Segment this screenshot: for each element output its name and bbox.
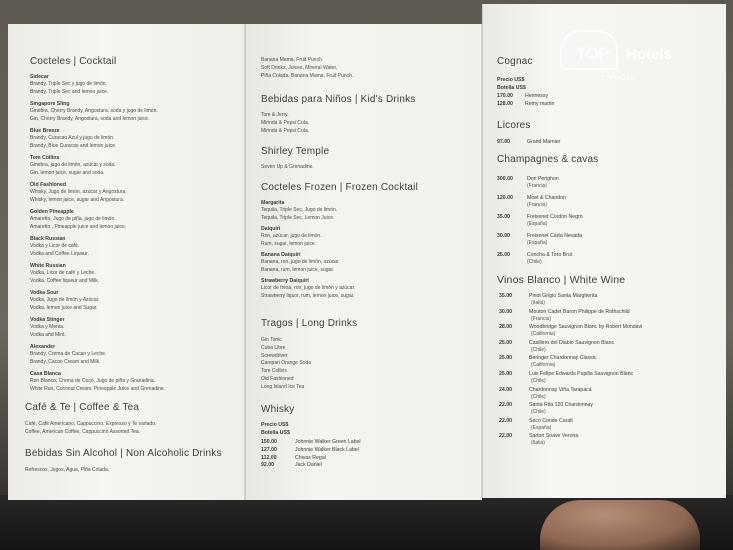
whisky-price: 127.00	[261, 446, 277, 453]
cocktail-description-line: Ginebra, Cherry Brandy, Angostura, soda y jugo de limón.	[30, 108, 158, 114]
white-wine-price: 22.00	[499, 417, 512, 424]
long-drinks-list: Gin Tonic Cuba Libre Screwdriver Campari Orange Soda Tom Collins Old Fashioned Long Island Ice Tea	[261, 337, 312, 390]
frozen-cocktail-description-line: Strawberry liquor, rum, lemon juice, sugar.	[261, 293, 355, 300]
champagne-price: 30.00	[497, 233, 510, 239]
cocktail-description-line: Vodka, lemon juice and Sugar.	[30, 305, 98, 312]
cocktail-description-line: White Run, Coconut Cream, Pineapple Juice and Grenadine.	[30, 386, 166, 393]
white-wine-name: Chardonnay Viña Tarapacá	[529, 386, 592, 393]
frozen-cocktail-description-line: Rum, sugar, lemon juice.	[261, 241, 317, 248]
whisky-name: Johnnie Walker Green Label	[295, 439, 361, 445]
champagne-name: Freixenet Cordón Negro	[527, 214, 583, 220]
watermark-sub-text: ФОТО ТУРИСТА	[600, 68, 636, 82]
champagne-price: 120.00	[497, 195, 513, 201]
whisky-price: 150.00	[261, 439, 277, 445]
champagnes-heading: Champagnes & cavas	[497, 154, 599, 165]
soft-drinks-heading: Bebidas Sin Alcohol | Non Alcoholic Drinks	[25, 448, 222, 459]
menu-fold-left	[244, 24, 246, 500]
cocktail-name: Singapore Sling	[30, 101, 70, 107]
cocktail-name: Tom Collins	[30, 155, 60, 161]
top-continued-lines: Banana Mama, Fruit Punch. Soft Drinks, Juices, Mineral Water, Piña Colada, Banana Mama, Fruit Punch.	[261, 57, 354, 79]
long-drinks-heading: Tragos | Long Drinks	[261, 318, 358, 329]
shirley-temple-heading: Shirley Temple	[261, 146, 330, 157]
cocktail-description-line: Vodka, Licor de café y Leche.	[30, 270, 96, 276]
frozen-cocktail-heading: Cocteles Frozen | Frozen Cocktail	[261, 182, 419, 193]
frozen-cocktail-description-line: Banana, ron, jugo de limón, azúcar.	[261, 259, 340, 265]
white-wine-name: Beringer Chardonnay Classic	[529, 355, 597, 362]
whisky-name: Jack Daniel	[295, 462, 322, 469]
white-wine-name: Woodbridge Sauvignon Blanc by Robert Mondavi	[529, 324, 643, 331]
licor-price: 97.00	[497, 139, 510, 145]
frozen-cocktail-description-line: Tequila, Triple Sec, Lemon Juice.	[261, 215, 335, 222]
white-wine-price: 22.00	[499, 433, 512, 440]
white-wine-origin: (España)	[531, 424, 552, 431]
white-wine-name: Luis Felipe Edwards Pupilla Sauvignon Blanc	[529, 371, 634, 377]
white-wine-origin: (California)	[531, 362, 556, 369]
cocktail-description	[30, 215, 126, 232]
white-wine-price: 28.00	[499, 324, 512, 331]
cocktail-name: Vodka Sour	[30, 290, 59, 296]
cocktail-description-line: Brandy, Triple Sec y jugo de limón.	[30, 81, 107, 87]
coffee-description: Café, Café Americano, Cappuccino, Expresso y Te variado. Coffee, American Coffee, Cappuccino Assorted Tea.	[25, 421, 157, 435]
frozen-cocktail-name: Strawberry Daiquiri	[261, 278, 309, 284]
cocktail-description-line: Gin, Cherry Brandy, Angostura, soda and lemon juice.	[30, 116, 150, 123]
frozen-cocktail-name: Banana Daiquiri	[261, 252, 301, 258]
cocktail-description-line: Vodka, Coffee liqueur and Milk.	[30, 278, 100, 285]
white-wine-price: 35.00	[499, 293, 512, 299]
cocktail-description-line: Vodka, Jugo de limón y Azúcar.	[30, 297, 100, 303]
watermark-hotels-text: Hotels	[626, 46, 672, 63]
cocktail-description-line: Vodka and Mint.	[30, 332, 66, 339]
white-wine-price: 22.00	[499, 402, 512, 409]
whisky-heading: Whisky	[261, 404, 295, 415]
cocktail-name: Blue Breeze	[30, 128, 60, 134]
frozen-cocktail-description	[261, 206, 337, 223]
white-wine-origin: (Chile)	[531, 393, 546, 400]
cocktail-name: Golden Pineapple	[30, 209, 74, 215]
cocktail-description	[30, 269, 99, 286]
white-wine-origin: (Italia)	[531, 440, 545, 447]
white-wine-name: Mouton Cadet Baron Philippe de Rothschild	[529, 308, 630, 315]
champagne-origin: (España)	[527, 221, 548, 227]
white-wine-origin: (Chile)	[531, 409, 546, 416]
cognac-name: Hennessy	[525, 93, 549, 99]
champagne-price: 300.00	[497, 176, 513, 182]
white-wine-price: 25.00	[499, 339, 512, 346]
soft-drinks-description: Refrescos, Jugos, Agua, Piña Colada.	[25, 467, 110, 473]
cocktail-description-line: Brandy, Curacao Azul y jugo de limón.	[30, 135, 115, 141]
cocktail-description	[30, 242, 89, 259]
menu-panel-middle	[245, 24, 482, 500]
frozen-cocktail-description	[261, 232, 322, 249]
frozen-cocktail-description-line: Tequila, Triple Sec, Jugo de limón.	[261, 207, 338, 213]
cognac-name: Remy martin	[525, 100, 555, 107]
frozen-cocktail-description-line: Licor de fresa, ron, jugo de limón y azúcar.	[261, 285, 356, 291]
cocktail-description-line: Vodka y Menta.	[30, 324, 65, 330]
cocktail-name: Old Fashioned	[30, 182, 67, 188]
whisky-price: 112.00	[261, 454, 277, 461]
cocktail-name: White Russian	[30, 263, 66, 269]
whisky-price: 92.00	[261, 462, 274, 469]
white-wine-name: Seco Conde Caralt	[529, 417, 573, 424]
cocktail-description	[30, 188, 127, 205]
champagne-price: 25.00	[497, 252, 510, 258]
white-wine-name: Sartori Soave Verona	[529, 433, 579, 440]
cocktails-heading: Cocteles | Cocktail	[30, 56, 117, 67]
frozen-cocktail-description-line: Ron, azúcar, jugo de limón.	[261, 233, 322, 239]
cocktail-description-line: Whisky, Jugo de limón, azúcar y Angostura.	[30, 189, 127, 195]
menu-fold-right	[481, 4, 483, 498]
whisky-price-header: Precio US$ Botella US$	[261, 422, 290, 436]
champagne-origin: (Francia)	[527, 202, 548, 208]
cocktail-description	[30, 161, 116, 178]
champagne-name: Freixenet Carta Nevada	[527, 233, 583, 239]
champagne-origin: (España)	[527, 240, 548, 246]
cocktail-description-line: Vodka y Licor de café.	[30, 243, 80, 249]
cocktail-name: Black Russian	[30, 236, 66, 242]
cocktail-description-line: Brandy, Triple Sec and lemon juice.	[30, 89, 109, 96]
cocktail-name: Sidecar	[30, 74, 49, 80]
cocktail-description	[30, 80, 108, 97]
cocktail-description-line: Brandy, Cacao Cream and Milk.	[30, 359, 101, 366]
cocktail-description-line: Brandy, Crema de Cacao y Leche.	[30, 351, 107, 357]
frozen-cocktail-name: Margarita	[261, 200, 285, 206]
coffee-heading: Café & Te | Coffee & Tea	[25, 402, 140, 413]
whisky-name: Johnnie Walker Black Label	[295, 446, 359, 453]
licores-heading: Licores	[497, 120, 531, 131]
white-wine-price: 25.00	[499, 371, 512, 377]
white-wine-origin: (Italia)	[531, 300, 545, 306]
white-wine-origin: (California)	[531, 331, 556, 338]
whisky-name: Chivas Regal	[295, 454, 326, 461]
cognac-heading: Cognac	[497, 56, 533, 67]
white-wine-heading: Vinos Blanco | White Wine	[497, 274, 626, 286]
frozen-cocktail-name: Daiquiri	[261, 226, 281, 232]
cocktail-name: Casa Blanca	[30, 371, 61, 377]
shirley-temple-description: Seven Up & Grenadine.	[261, 164, 314, 170]
white-wine-name: Casillero del Diablo Sauvignon Blanc	[529, 339, 615, 346]
kids-drinks-list: Tom & Jerry. Mirinda & Pepsi Cola. Mirinda & Pepsi Cola.	[261, 112, 310, 134]
cocktail-description-line: Ginebra, jugo de limón, azúcar y soda.	[30, 162, 116, 168]
licor-name: Grand Marnier	[527, 139, 561, 145]
cocktail-description-line: Gin, lemon juice, sugar and soda.	[30, 170, 105, 177]
cocktail-description-line: Whisky, lemon juice, sugar and Angostura.	[30, 197, 125, 204]
white-wine-origin: (Francia)	[531, 315, 552, 322]
white-wine-name: Santa Rita 120 Chardonnay	[529, 402, 594, 409]
frozen-cocktail-description	[261, 258, 340, 275]
white-wine-price: 30.00	[499, 308, 512, 315]
cocktail-description-line: Amaretto , Pineapple juice and lemon juice.	[30, 224, 127, 231]
frozen-cocktail-description	[261, 284, 355, 301]
cocktail-description	[30, 134, 116, 151]
cocktail-description	[30, 350, 106, 367]
cocktail-name: Alexander	[30, 344, 56, 350]
cocktail-description-line: Ron Blanco, Crema de Coco, Jugo de piña y Granadina.	[30, 378, 156, 384]
cocktail-description-line: Amaretto, Jugo de piña, jugo de limón.	[30, 216, 116, 222]
hand-holding-menu	[540, 500, 700, 550]
cocktail-description	[30, 296, 100, 313]
white-wine-price: 25.00	[499, 355, 512, 362]
cognac-price-header: Precio US$ Botella US$	[497, 77, 526, 91]
champagne-name: Concha & Toro Brut	[527, 252, 573, 258]
champagne-origin: (Chile)	[527, 259, 542, 265]
frozen-cocktail-description-line: Banana, rum, lemon juice, sugar.	[261, 267, 335, 274]
champagne-price: 35.00	[497, 214, 510, 220]
champagne-origin: (Francia)	[527, 183, 548, 189]
white-wine-price: 24.00	[499, 386, 512, 393]
cocktail-description-line: Brandy, Blue Curacao and lemon juice.	[30, 143, 117, 150]
champagne-name: Moet & Chandon	[527, 195, 566, 201]
cognac-price: 128.00	[497, 100, 513, 107]
watermark-top-text: TOP	[576, 44, 610, 63]
cognac-price: 170.00	[497, 93, 513, 99]
white-wine-origin: (Chile)	[531, 378, 546, 384]
menu-panel-left	[8, 24, 245, 500]
cocktail-name: Vodka Stinger	[30, 317, 65, 323]
cocktail-description	[30, 323, 66, 340]
cocktail-description-line: Vodka and Coffee Liqueur.	[30, 251, 89, 258]
cocktail-description	[30, 377, 165, 394]
white-wine-name: Pinot Grigio Santa Margherita	[529, 293, 598, 299]
kids-drinks-heading: Bebidas para Niños | Kid's Drinks	[261, 94, 416, 105]
champagne-name: Don Perighon	[527, 176, 559, 182]
white-wine-origin: (Chile)	[531, 346, 546, 353]
cocktail-description	[30, 107, 158, 124]
